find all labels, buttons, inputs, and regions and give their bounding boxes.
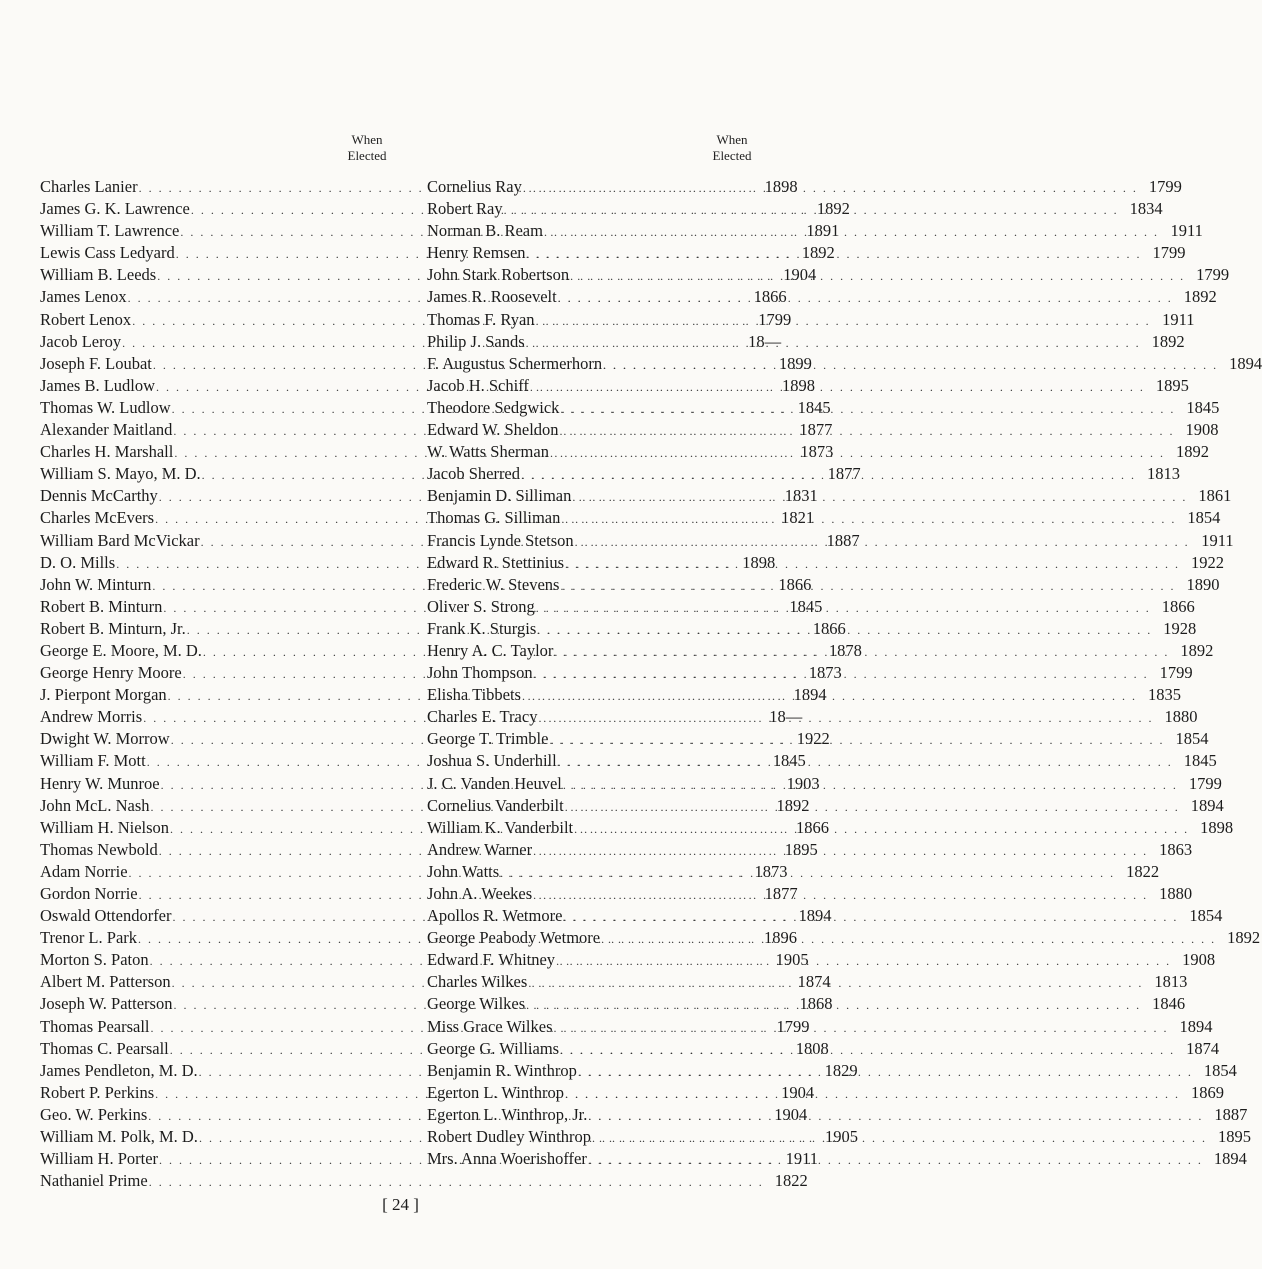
member-name: Alexander Maitland: [40, 420, 173, 440]
member-name: Charles McEvers: [40, 508, 155, 528]
year-elected: 1845: [772, 751, 806, 771]
leader-dots: [560, 575, 1175, 597]
year-elected: 1892: [1227, 928, 1261, 948]
year-elected: 1808: [795, 1038, 829, 1058]
year-elected: 1904: [783, 265, 817, 285]
member-name: George G. Williams: [427, 1038, 560, 1058]
year-elected: 1922: [1191, 552, 1225, 572]
year-elected: 1895: [1155, 375, 1189, 395]
member-name: Frederic W. Stevens: [427, 574, 560, 594]
year-elected: 1866: [1161, 596, 1195, 616]
member-name: William Bard McVickar: [40, 530, 200, 550]
year-elected: 1846: [1152, 994, 1186, 1014]
elected-label: Elected: [712, 148, 752, 163]
member-name: William K. Vanderbilt: [427, 817, 574, 837]
year-elected: 1873: [808, 663, 842, 683]
year-elected: 1896: [764, 928, 798, 948]
leader-dots: [530, 376, 1145, 398]
year-elected: 1892: [1175, 442, 1209, 462]
member-name: Robert Lenox: [40, 309, 132, 329]
member-name: Edward R. Stettinius: [427, 552, 565, 572]
member-name: George Wilkes: [427, 994, 526, 1014]
member-name: John Thompson: [427, 663, 533, 683]
member-name: Apollos R. Wetmore: [427, 906, 563, 926]
year-elected: 1880: [1164, 707, 1198, 727]
member-name: Henry A. C. Taylor: [427, 640, 554, 660]
year-elected: 1898: [1200, 817, 1234, 837]
year-elected: 1905: [824, 1127, 858, 1147]
member-name: George Peabody Wetmore: [427, 928, 601, 948]
member-name: George T. Trimble: [427, 729, 549, 749]
leader-dots: [565, 796, 1180, 818]
member-row: [40, 1170, 808, 1192]
year-elected: 1895: [1218, 1127, 1252, 1147]
year-elected: 1799: [1152, 243, 1186, 263]
year-elected: 1845: [797, 397, 831, 417]
year-elected: 1863: [1159, 839, 1193, 859]
leader-dots: [536, 310, 1151, 332]
leader-dots: [570, 265, 1185, 287]
year-elected: 1845: [1186, 397, 1220, 417]
member-name: Thomas G. Silliman: [427, 508, 561, 528]
member-name: D. O. Mills: [40, 552, 116, 572]
year-elected: 1866: [778, 574, 812, 594]
year-elected: 1880: [1159, 884, 1193, 903]
leader-dots: [537, 619, 1152, 641]
leader-dots: [560, 420, 1175, 442]
member-name: Egerton L. Winthrop, Jr.: [427, 1104, 588, 1124]
year-elected: 1829: [824, 1060, 858, 1080]
member-name: James B. Ludlow: [40, 375, 156, 395]
year-elected: 1905: [775, 950, 809, 970]
leader-dots: [526, 332, 1141, 354]
member-name: Mrs. Anna Woerishoffer: [427, 1149, 587, 1169]
member-name: James Lenox: [40, 287, 127, 307]
year-elected: 1822: [1126, 861, 1160, 881]
right-column-header: [427, 132, 767, 176]
member-name: Benjamin R. Winthrop: [427, 1060, 577, 1080]
member-name: Jacob Leroy: [40, 331, 122, 351]
member-name: Oliver S. Strong: [427, 596, 535, 616]
member-name: Andrew Warner: [427, 839, 533, 859]
year-elected: 1892: [1180, 640, 1214, 660]
member-name: Adam Norrie: [40, 861, 128, 881]
year-elected: 1894: [1229, 353, 1262, 373]
year-elected: 1911: [785, 1149, 819, 1169]
year-elected: 1895: [784, 839, 818, 859]
member-name: Egerton L. Winthrop: [427, 1082, 564, 1102]
leader-dots: [528, 972, 1143, 994]
year-elected: 1892: [1151, 331, 1185, 351]
year-elected: 1894: [1190, 795, 1224, 815]
leader-dots: [533, 840, 1148, 862]
member-name: Henry Remsen: [427, 243, 526, 263]
member-name: Dwight W. Morrow: [40, 729, 170, 749]
year-elected: 1892: [1183, 287, 1217, 307]
year-elected: 1898: [782, 375, 816, 395]
member-name: Joseph W. Patterson: [40, 994, 173, 1014]
year-elected: 1874: [797, 972, 831, 992]
year-elected: 1894: [798, 906, 832, 926]
year-elected: 1822: [774, 1171, 808, 1191]
member-name: William S. Mayo, M. D.: [40, 464, 201, 484]
year-elected: 1928: [1163, 618, 1197, 638]
member-name: Charles Lanier: [40, 177, 138, 196]
member-name: Philip J. Sands: [427, 331, 525, 351]
member-name: Charles H. Marshall: [40, 442, 174, 462]
year-elected: 1854: [1175, 729, 1209, 749]
year-elected: 18—: [748, 331, 782, 351]
member-row: [427, 706, 1198, 728]
member-name: W. Watts Sherman: [427, 442, 549, 462]
member-name: James G. K. Lawrence: [40, 199, 190, 219]
member-name: Nathaniel Prime: [40, 1171, 148, 1191]
member-name: Lewis Cass Ledyard: [40, 243, 175, 263]
year-elected: 1799: [1196, 265, 1230, 285]
member-name: Charles Wilkes: [427, 972, 528, 992]
year-elected: 1892: [801, 243, 835, 263]
member-name: Gordon Norrie: [40, 884, 138, 903]
member-name: Robert Ray: [427, 199, 503, 219]
leader-dots: [556, 950, 1171, 972]
year-elected: 1835: [1147, 685, 1181, 705]
member-name: Jacob Sherred: [427, 464, 521, 484]
leader-dots: [588, 1105, 1203, 1127]
leader-dots: [523, 177, 1138, 199]
member-name: William H. Porter: [40, 1149, 159, 1169]
member-name: George E. Moore, M. D.: [40, 640, 202, 660]
member-name: Francis Lynde Stetson: [427, 530, 574, 550]
member-name: Charles E. Tracy: [427, 707, 538, 727]
year-elected: 1894: [1179, 1016, 1213, 1036]
year-elected: 1887: [826, 530, 860, 550]
year-elected: 1898: [742, 552, 776, 572]
member-name: Thomas Pearsall: [40, 1016, 150, 1036]
member-name: Thomas C. Pearsall: [40, 1038, 169, 1058]
year-elected: 1890: [1186, 574, 1220, 594]
leader-dots: [558, 287, 1173, 309]
page-number: [ 24 ]: [382, 1195, 419, 1214]
member-name: George Henry Moore: [40, 663, 182, 683]
member-name: Robert P. Perkins: [40, 1082, 155, 1102]
year-elected: 1799: [758, 309, 792, 329]
leader-dots: [526, 994, 1141, 1016]
member-name: Geo. W. Perkins: [40, 1104, 148, 1124]
leader-dots: [533, 884, 1148, 906]
leader-dots: [504, 199, 1119, 221]
leader-dots: [534, 663, 1149, 685]
member-row: [427, 397, 1220, 419]
year-elected: 1903: [786, 773, 820, 793]
year-elected: 1877: [827, 464, 861, 484]
leader-dots: [603, 354, 1218, 376]
member-name: James Pendleton, M. D.: [40, 1060, 198, 1080]
member-name: Thomas Newbold: [40, 839, 158, 859]
year-elected: 1908: [1185, 420, 1219, 440]
year-elected: 1845: [789, 596, 823, 616]
member-name: Joseph F. Loubat: [40, 353, 152, 373]
leader-dots: [560, 1039, 1175, 1061]
year-elected: 1854: [1187, 508, 1221, 528]
year-elected: 1861: [1198, 486, 1232, 506]
member-name: Robert B. Minturn: [40, 596, 163, 616]
member-name: William B. Leeds: [40, 265, 157, 285]
member-name: Albert M. Patterson: [40, 972, 171, 992]
year-elected: 18—: [769, 707, 803, 727]
year-elected: 1899: [778, 353, 812, 373]
elected-label: Elected: [347, 148, 387, 163]
year-elected: 1845: [1183, 751, 1217, 771]
year-elected: 1854: [1189, 906, 1223, 926]
member-name: William H. Nielson: [40, 817, 170, 837]
leader-dots: [554, 641, 1169, 663]
member-name: Frank K. Sturgis: [427, 618, 537, 638]
leader-dots: [588, 1149, 1203, 1171]
leader-dots: [563, 906, 1178, 928]
member-name: J. C. Vanden Heuvel: [427, 773, 562, 793]
year-elected: 1799: [776, 1016, 810, 1036]
member-row: [427, 552, 1225, 574]
member-name: John Stark Robertson: [427, 265, 570, 285]
year-elected: 1854: [1203, 1060, 1237, 1080]
member-name: Norman B. Ream: [427, 221, 543, 241]
member-name: Robert Dudley Winthrop: [427, 1127, 592, 1147]
year-elected: 1887: [1214, 1104, 1248, 1124]
year-elected: 1821: [781, 508, 815, 528]
leader-dots: [554, 1017, 1169, 1039]
year-elected: 1799: [1159, 663, 1193, 683]
left-column-header: [40, 132, 402, 176]
year-elected: 1894: [793, 685, 827, 705]
member-name: Morton S. Paton: [40, 950, 149, 970]
member-name: Cornelius Vanderbilt: [427, 795, 564, 815]
leader-dots: [558, 751, 1173, 773]
member-name: Elisha Tibbets: [427, 685, 521, 705]
leader-dots: [565, 1083, 1180, 1105]
member-name: William F. Mott: [40, 751, 146, 771]
leader-dots: [592, 1127, 1207, 1149]
member-name: John Watts: [427, 861, 500, 881]
year-elected: 1869: [1190, 1082, 1224, 1102]
year-elected: 1911: [1162, 309, 1195, 329]
year-elected: 1813: [1154, 972, 1188, 992]
member-name: John A. Weekes: [427, 884, 533, 903]
member-name: Edward F. Whitney: [427, 950, 556, 970]
leader-dots: [575, 531, 1190, 553]
year-elected: 1911: [1201, 530, 1234, 550]
leader-dots: [527, 243, 1142, 265]
year-elected: 1874: [1186, 1038, 1220, 1058]
year-elected: 1894: [1213, 1149, 1247, 1169]
leader-dots: [500, 862, 1115, 884]
year-elected: 1868: [799, 994, 833, 1014]
year-elected: 1904: [781, 1082, 815, 1102]
year-elected: 1799: [1148, 177, 1182, 196]
when-elected-heading: [332, 132, 402, 164]
member-name: J. Pierpont Morgan: [40, 685, 167, 705]
year-elected: 1892: [776, 795, 810, 815]
year-elected: 1898: [764, 177, 798, 196]
member-name: John W. Minturn: [40, 574, 152, 594]
member-name: Dennis McCarthy: [40, 486, 158, 506]
year-elected: 1799: [1188, 773, 1222, 793]
when-elected-heading: [697, 132, 767, 164]
year-elected: 1834: [1129, 199, 1163, 219]
leader-dots: [521, 464, 1136, 486]
member-name: Benjamin D. Silliman: [427, 486, 572, 506]
year-elected: 1866: [753, 287, 787, 307]
year-elected: 1877: [764, 884, 798, 903]
leader-dots: [565, 553, 1180, 575]
year-elected: 1873: [754, 861, 788, 881]
year-elected: 1866: [796, 817, 830, 837]
member-name: Thomas F. Ryan: [427, 309, 535, 329]
member-row: [427, 750, 1217, 772]
leader-dots: [574, 818, 1189, 840]
leader-dots: [563, 774, 1178, 796]
member-name: Miss Grace Wilkes: [427, 1016, 553, 1036]
when-label: When: [351, 132, 383, 147]
leader-dots: [549, 729, 1164, 751]
member-name: Oswald Ottendorfer: [40, 906, 172, 926]
member-name: F. Augustus Schermerhorn: [427, 353, 603, 373]
year-elected: 1922: [796, 729, 830, 749]
member-name: Henry W. Munroe: [40, 773, 160, 793]
leader-dots: [536, 597, 1151, 619]
member-name: Joshua S. Underhill: [427, 751, 557, 771]
year-elected: 1813: [1147, 464, 1181, 484]
leader-dots: [561, 508, 1176, 530]
leader-dots: [149, 1171, 764, 1193]
year-elected: 1891: [806, 221, 840, 241]
member-row: [427, 331, 1185, 353]
member-name: William T. Lawrence: [40, 221, 180, 241]
leader-dots: [522, 685, 1137, 707]
member-name: Cornelius Ray: [427, 177, 522, 196]
member-name: Theodore Sedgwick: [427, 397, 560, 417]
member-name: Thomas W. Ludlow: [40, 397, 171, 417]
leader-dots: [601, 928, 1216, 950]
year-elected: 1878: [828, 640, 862, 660]
member-name: John McL. Nash: [40, 795, 150, 815]
member-name: William M. Polk, M. D.: [40, 1127, 198, 1147]
when-label: When: [716, 132, 748, 147]
leader-dots: [544, 221, 1159, 243]
leader-dots: [538, 707, 1153, 729]
year-elected: 1873: [800, 442, 834, 462]
year-elected: 1831: [784, 486, 818, 506]
leader-dots: [560, 398, 1175, 420]
member-name: Robert B. Minturn, Jr.: [40, 618, 186, 638]
year-elected: 1877: [799, 420, 833, 440]
year-elected: 1911: [1170, 221, 1203, 241]
leader-dots: [550, 442, 1165, 464]
year-elected: 1904: [774, 1104, 808, 1124]
member-name: Edward W. Sheldon: [427, 420, 559, 440]
member-name: Andrew Morris: [40, 707, 143, 727]
member-name: James R. Roosevelt: [427, 287, 557, 307]
year-elected: 1892: [816, 199, 850, 219]
year-elected: 1866: [812, 618, 846, 638]
leader-dots: [578, 1061, 1193, 1083]
member-name: Jacob H. Schiff: [427, 375, 529, 395]
year-elected: 1908: [1182, 950, 1216, 970]
member-name: Trenor L. Park: [40, 928, 138, 948]
leader-dots: [572, 486, 1187, 508]
